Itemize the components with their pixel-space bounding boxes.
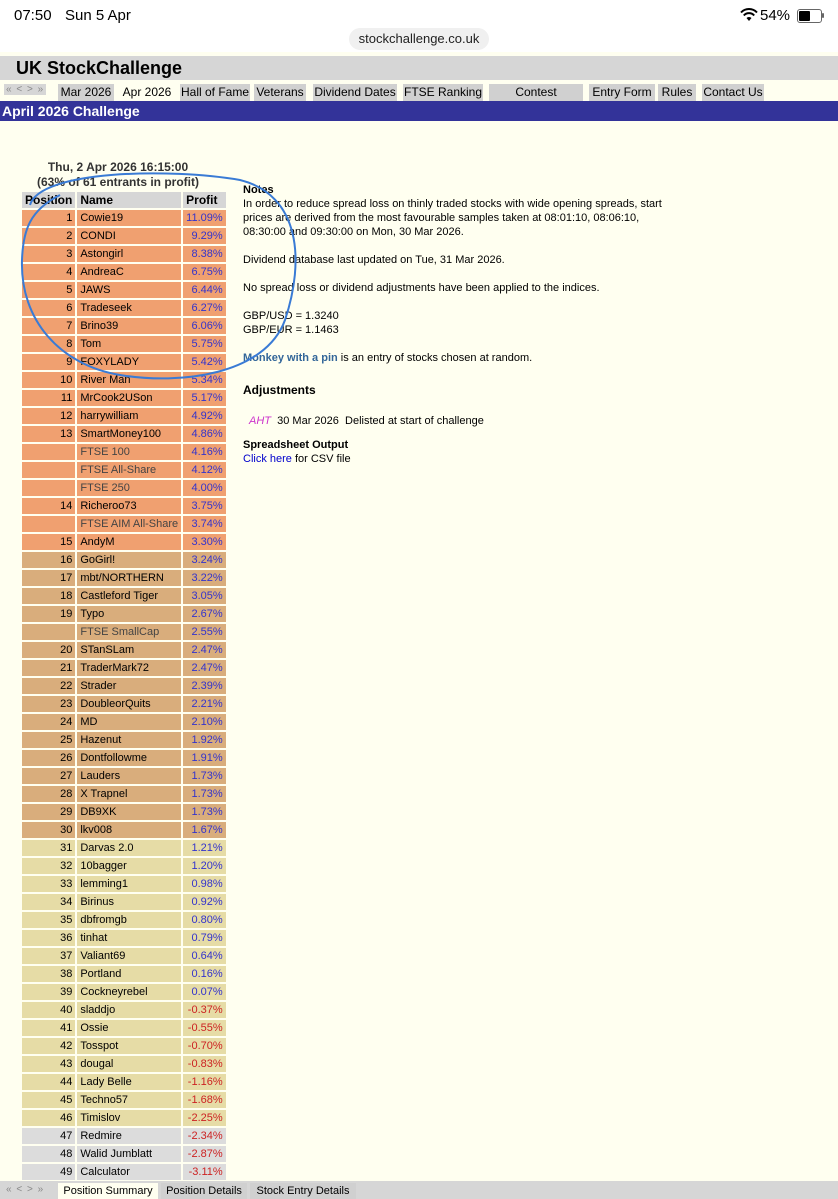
adjustment-row [249,414,484,428]
row-position: 46 [22,1110,75,1126]
row-position: 23 [22,696,75,712]
entrant-name[interactable]: lkv008 [77,822,181,838]
table-row[interactable] [22,552,226,568]
battery-fill [799,11,810,21]
row-profit: 5.17% [183,390,226,406]
entrant-name[interactable]: Tosspot [77,1038,181,1054]
row-profit: 1.20% [183,858,226,874]
table-row[interactable] [22,948,226,964]
row-position: 18 [22,588,75,604]
table-row[interactable] [22,1164,226,1180]
tab-ftse-ranking[interactable]: FTSE Ranking [403,85,483,99]
entrant-name[interactable]: STanSLam [77,642,181,658]
table-row[interactable] [22,210,226,226]
row-profit: -0.55% [183,1020,226,1036]
row-position: 5 [22,282,75,298]
adjustments-heading: Adjustments [243,383,316,397]
site-title[interactable]: UK StockChallenge [16,58,183,78]
row-profit: 0.80% [183,912,226,928]
index-row[interactable] [22,444,226,460]
entrant-name[interactable]: FOXYLADY [77,354,181,370]
row-profit: 4.92% [183,408,226,424]
row-position: 48 [22,1146,75,1162]
row-profit: 0.07% [183,984,226,1000]
entrant-name[interactable]: Dontfollowme [77,750,181,766]
row-profit: 5.75% [183,336,226,352]
in-profit-summary: (63% of 61 entrants in profit) [36,175,200,189]
row-position: 38 [22,966,75,982]
entrant-name[interactable]: Birinus [77,894,181,910]
entrant-name[interactable]: Astongirl [77,246,181,262]
table-row[interactable] [22,1020,226,1036]
row-profit: -2.34% [183,1128,226,1144]
wifi-icon [740,8,758,22]
row-position: 33 [22,876,75,892]
row-profit: 8.38% [183,246,226,262]
table-row[interactable] [22,714,226,730]
row-profit: 3.74% [183,516,226,532]
row-profit: -3.11% [183,1164,226,1180]
row-position: 49 [22,1164,75,1180]
index-name[interactable]: FTSE 250 [77,480,181,496]
entrant-name[interactable]: Cowie19 [77,210,181,226]
monkey-link[interactable]: Monkey with a pin [243,352,338,364]
table-row[interactable] [22,966,226,982]
tab-hall-of-fame[interactable]: Hall of Fame [180,85,250,99]
table-row[interactable] [22,606,226,622]
entrant-name[interactable]: SmartMoney100 [77,426,181,442]
table-row[interactable] [22,984,226,1000]
row-position: 31 [22,840,75,856]
notes-spread: In order to reduce spread loss on thinly traded stocks with wide opening spreads, start prices are derived from the most favourable samples taken at 08:01:10, 08:06:10, 08:30:00 and 09:30:00 on Mon, 30 Mar 2026. [243,198,662,238]
row-position: 27 [22,768,75,784]
row-position [22,516,75,532]
row-position: 24 [22,714,75,730]
table-row[interactable] [22,1002,226,1018]
notes-monkey [243,351,532,365]
table-row[interactable] [22,228,226,244]
entrant-name[interactable]: Hazenut [77,732,181,748]
row-position: 47 [22,1128,75,1144]
spreadsheet-row [243,452,351,466]
table-row[interactable] [22,1146,226,1162]
table-row[interactable] [22,570,226,586]
row-position: 7 [22,318,75,334]
row-profit: 3.24% [183,552,226,568]
tab-position-summary[interactable]: Position Summary [58,1183,158,1199]
spreadsheet-heading: Spreadsheet Output [243,439,349,451]
table-row[interactable] [22,264,226,280]
entrant-name[interactable]: DB9XK [77,804,181,820]
entrant-name[interactable]: Tom [77,336,181,352]
row-position: 36 [22,930,75,946]
table-row[interactable] [22,732,226,748]
tab-apr-2026[interactable]: Apr 2026 [118,84,176,101]
csv-text: for CSV file [291,453,351,465]
status-date: Sun 5 Apr [65,7,131,24]
entrant-name[interactable]: Techno57 [77,1092,181,1108]
entrant-name[interactable]: Portland [77,966,181,982]
table-row[interactable] [22,840,226,856]
row-position: 34 [22,894,75,910]
table-row[interactable] [22,642,226,658]
row-position: 41 [22,1020,75,1036]
notes-heading: Notes [243,184,274,196]
tab-veterans[interactable]: Veterans [254,84,306,101]
entrant-name[interactable]: Walid Jumblatt [77,1146,181,1162]
entrant-name[interactable]: Ossie [77,1020,181,1036]
row-profit: 9.29% [183,228,226,244]
tab-stock-entry-details[interactable]: Stock Entry Details [250,1183,356,1199]
row-profit: 6.06% [183,318,226,334]
battery-tip [822,13,824,18]
entrant-name[interactable]: Brino39 [77,318,181,334]
row-position: 29 [22,804,75,820]
row-position: 3 [22,246,75,262]
row-position: 14 [22,498,75,514]
row-position: 44 [22,1074,75,1090]
row-profit: 2.47% [183,660,226,676]
entrant-name[interactable]: JAWS [77,282,181,298]
table-row[interactable] [22,678,226,694]
notes-dividend: Dividend database last updated on Tue, 31 Mar 2026. [243,254,505,266]
entrant-name[interactable]: dbfromgb [77,912,181,928]
table-row[interactable] [22,876,226,892]
header-profit[interactable]: Profit [183,192,226,208]
row-profit: 4.16% [183,444,226,460]
tab-rules[interactable]: Rules [658,84,696,101]
row-position: 42 [22,1038,75,1054]
row-position: 32 [22,858,75,874]
row-position [22,480,75,496]
row-profit: -0.83% [183,1056,226,1072]
table-row[interactable] [22,1092,226,1108]
index-row[interactable] [22,480,226,496]
table-row[interactable] [22,858,226,874]
row-position [22,444,75,460]
row-profit: 1.73% [183,786,226,802]
row-profit: 3.30% [183,534,226,550]
entrant-name[interactable]: sladdjo [77,1002,181,1018]
row-position: 37 [22,948,75,964]
entrant-name[interactable]: AndreaC [77,264,181,280]
entrant-name[interactable]: Lauders [77,768,181,784]
row-profit: 6.75% [183,264,226,280]
index-name[interactable]: FTSE AIM All-Share [77,516,181,532]
table-row[interactable] [22,930,226,946]
index-row[interactable] [22,624,226,640]
entrant-name[interactable]: mbt/NORTHERN [77,570,181,586]
row-position [22,624,75,640]
tab-contest-schedule[interactable]: Contest [489,84,583,101]
tab-position-details[interactable]: Position Details [161,1183,247,1199]
nav-arrows[interactable]: « < > » [6,84,45,95]
row-profit: -0.70% [183,1038,226,1054]
row-profit: 3.22% [183,570,226,586]
entrant-name[interactable]: Lady Belle [77,1074,181,1090]
row-position: 40 [22,1002,75,1018]
index-name[interactable]: FTSE SmallCap [77,624,181,640]
table-row[interactable] [22,768,226,784]
entrant-name[interactable]: tinhat [77,930,181,946]
table-row[interactable] [22,1074,226,1090]
row-position: 13 [22,426,75,442]
entrant-name[interactable]: harrywilliam [77,408,181,424]
table-row[interactable] [22,426,226,442]
row-position: 1 [22,210,75,226]
table-row[interactable] [22,750,226,766]
entrant-name[interactable]: lemming1 [77,876,181,892]
row-position: 28 [22,786,75,802]
row-profit: 0.79% [183,930,226,946]
table-row[interactable] [22,660,226,676]
table-row[interactable] [22,372,226,388]
entrant-name[interactable]: Typo [77,606,181,622]
entrant-name[interactable]: Calculator [77,1164,181,1180]
entrant-name[interactable]: Richeroo73 [77,498,181,514]
row-position: 30 [22,822,75,838]
table-row[interactable] [22,1056,226,1072]
row-profit: 2.55% [183,624,226,640]
row-profit: 0.64% [183,948,226,964]
table-row[interactable] [22,390,226,406]
notes-section [243,183,663,239]
index-row[interactable] [22,516,226,532]
entrant-name[interactable]: Castleford Tiger [77,588,181,604]
row-profit: 2.21% [183,696,226,712]
table-row[interactable] [22,804,226,820]
entrant-name[interactable]: MrCook2USon [77,390,181,406]
row-profit: 4.12% [183,462,226,478]
table-row[interactable] [22,408,226,424]
entrant-name[interactable]: MD [77,714,181,730]
row-position: 21 [22,660,75,676]
entrant-name[interactable]: Redmire [77,1128,181,1144]
url-bar[interactable]: stockchallenge.co.uk [349,28,489,50]
row-profit: 3.05% [183,588,226,604]
adjustment-ticker[interactable]: AHT [249,415,271,427]
tab-dividend-dates[interactable]: Dividend Dates [314,85,396,99]
index-name[interactable]: FTSE 100 [77,444,181,460]
notes-gbpusd: GBP/USD = 1.3240 [243,310,339,322]
tab-mar-2026[interactable]: Mar 2026 [58,84,114,101]
row-position: 22 [22,678,75,694]
row-position: 35 [22,912,75,928]
tab-contact-us[interactable]: Contact Us [703,85,763,99]
row-profit: 4.86% [183,426,226,442]
table-row[interactable] [22,822,226,838]
battery-percent: 54% [760,7,791,24]
row-profit: 5.34% [183,372,226,388]
entrant-name[interactable]: Darvas 2.0 [77,840,181,856]
table-row[interactable] [22,336,226,352]
row-position: 15 [22,534,75,550]
table-row[interactable] [22,300,226,316]
ranking-table [20,190,228,1182]
ranking-body [22,210,226,1180]
timestamp: Thu, 2 Apr 2026 16:15:00 [47,160,189,174]
row-position [22,462,75,478]
row-profit: 2.10% [183,714,226,730]
entrant-name[interactable]: TraderMark72 [77,660,181,676]
table-row[interactable] [22,696,226,712]
challenge-title: April 2026 Challenge [2,103,140,119]
header-position[interactable]: Position [22,192,75,208]
row-position: 43 [22,1056,75,1072]
row-profit: 0.16% [183,966,226,982]
row-profit: 11.09% [183,210,226,226]
adjustment-reason: Delisted at start of challenge [345,415,484,427]
row-position: 17 [22,570,75,586]
table-row[interactable] [22,588,226,604]
row-position: 16 [22,552,75,568]
table-row[interactable] [22,1110,226,1126]
entrant-name[interactable]: DoubleorQuits [77,696,181,712]
entrant-name[interactable]: 10bagger [77,858,181,874]
index-row[interactable] [22,462,226,478]
table-row[interactable] [22,498,226,514]
row-position: 19 [22,606,75,622]
entrant-name[interactable]: Valiant69 [77,948,181,964]
table-row[interactable] [22,318,226,334]
row-profit: 6.44% [183,282,226,298]
row-position: 25 [22,732,75,748]
row-position: 8 [22,336,75,352]
row-profit: 1.92% [183,732,226,748]
entrant-name[interactable]: River Man [77,372,181,388]
row-profit: 6.27% [183,300,226,316]
adjustment-date: 30 Mar 2026 [277,415,339,427]
entrant-name[interactable]: dougal [77,1056,181,1072]
row-profit: 1.73% [183,804,226,820]
bottom-nav-arrows[interactable]: « < > » [6,1184,45,1195]
row-position: 10 [22,372,75,388]
row-position: 2 [22,228,75,244]
row-position: 39 [22,984,75,1000]
entrant-name[interactable]: Timislov [77,1110,181,1126]
table-row[interactable] [22,354,226,370]
row-profit: -0.37% [183,1002,226,1018]
row-position: 20 [22,642,75,658]
row-position: 9 [22,354,75,370]
row-profit: 2.47% [183,642,226,658]
table-row[interactable] [22,894,226,910]
entrant-name[interactable]: X Trapnel [77,786,181,802]
battery-icon [797,9,822,23]
table-row[interactable] [22,282,226,298]
row-position: 45 [22,1092,75,1108]
row-profit: 3.75% [183,498,226,514]
monkey-text: is an entry of stocks chosen at random. [337,352,533,364]
notes-no-adjust: No spread loss or dividend adjustments have been applied to the indices. [243,282,600,294]
table-header-row [22,192,226,208]
row-position: 12 [22,408,75,424]
row-profit: 1.91% [183,750,226,766]
row-position: 26 [22,750,75,766]
row-profit: 5.42% [183,354,226,370]
table-row[interactable] [22,786,226,802]
row-profit: -2.87% [183,1146,226,1162]
index-name[interactable]: FTSE All-Share [77,462,181,478]
row-profit: -2.25% [183,1110,226,1126]
row-profit: 2.67% [183,606,226,622]
row-profit: -1.16% [183,1074,226,1090]
table-row[interactable] [22,534,226,550]
row-position: 4 [22,264,75,280]
row-profit: 1.21% [183,840,226,856]
row-profit: 1.67% [183,822,226,838]
table-row[interactable] [22,1128,226,1144]
row-profit: 4.00% [183,480,226,496]
csv-link[interactable]: Click here [243,453,292,465]
row-profit: 0.98% [183,876,226,892]
notes-gbpeur: GBP/EUR = 1.1463 [243,324,339,336]
header-name[interactable]: Name [77,192,181,208]
row-profit: 2.39% [183,678,226,694]
entrant-name[interactable]: AndyM [77,534,181,550]
entrant-name[interactable]: Cockneyrebel [77,984,181,1000]
row-position: 6 [22,300,75,316]
entrant-name[interactable]: CONDI [77,228,181,244]
row-profit: -1.68% [183,1092,226,1108]
table-row[interactable] [22,1038,226,1054]
row-profit: 1.73% [183,768,226,784]
entrant-name[interactable]: GoGirl! [77,552,181,568]
row-profit: 0.92% [183,894,226,910]
table-row[interactable] [22,912,226,928]
tab-entry-form[interactable]: Entry Form [589,84,655,101]
row-position: 11 [22,390,75,406]
status-time: 07:50 [14,7,52,24]
entrant-name[interactable]: Strader [77,678,181,694]
entrant-name[interactable]: Tradeseek [77,300,181,316]
table-row[interactable] [22,246,226,262]
